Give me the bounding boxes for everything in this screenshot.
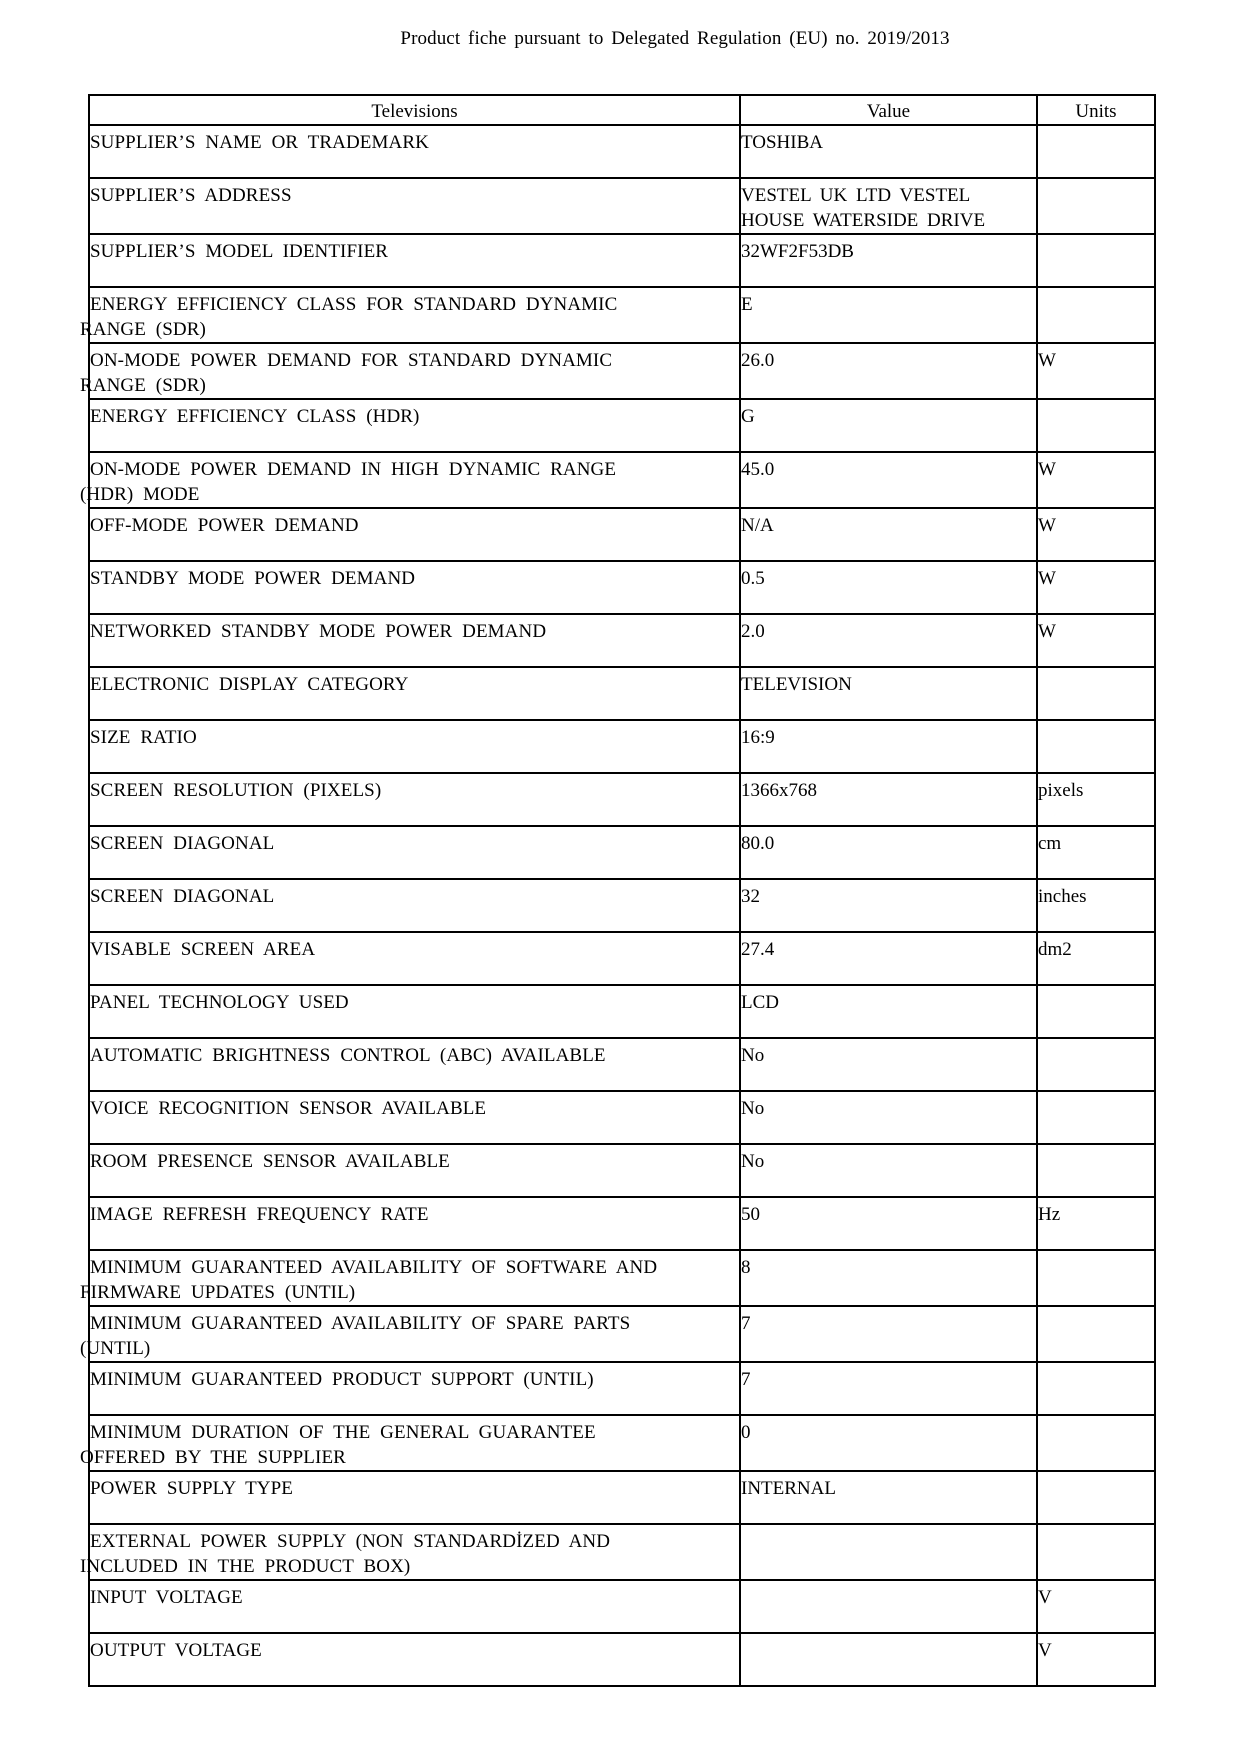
row-label [89,773,740,826]
row-label [89,1144,740,1197]
row-label-line2: FIRMWARE UPDATES (UNTIL) [80,1282,356,1303]
row-value [740,1524,1037,1580]
table-row [89,667,1155,720]
row-label [89,1633,740,1686]
row-label [89,1471,740,1524]
row-label-line1: ENERGY EFFICIENCY CLASS FOR STANDARD DYNAMIC [90,294,618,315]
table-row [89,561,1155,614]
row-unit [1037,178,1155,234]
table-row [89,614,1155,667]
row-unit [1037,1091,1155,1144]
row-label-line1: ENERGY EFFICIENCY CLASS (HDR) [90,406,420,427]
table-row [89,1580,1155,1633]
row-label [89,1362,740,1415]
table-row [89,1038,1155,1091]
row-label [89,1091,740,1144]
row-value: 0.5 [740,561,1037,614]
row-unit [1037,399,1155,452]
row-label-line1: MINIMUM DURATION OF THE GENERAL GUARANTEE [90,1422,596,1443]
row-label-line1: IMAGE REFRESH FREQUENCY RATE [90,1204,429,1225]
row-label-line1: VISABLE SCREEN AREA [90,939,316,960]
table-row [89,1362,1155,1415]
row-unit: inches [1037,879,1155,932]
row-value: No [740,1091,1037,1144]
row-label-line1: PANEL TECHNOLOGY USED [90,992,349,1013]
row-label [80,452,740,508]
row-value: 8 [740,1250,1037,1306]
row-unit [1037,1144,1155,1197]
row-label-line1: SCREEN RESOLUTION (PIXELS) [90,780,382,801]
row-label-line1: MINIMUM GUARANTEED PRODUCT SUPPORT (UNTIL) [90,1369,594,1390]
table-row [89,932,1155,985]
table-row [89,125,1155,178]
table-row [89,1197,1155,1250]
table-row [89,1250,1155,1306]
row-label-line1: ON-MODE POWER DEMAND IN HIGH DYNAMIC RANGE [90,459,617,480]
row-label [80,1415,740,1471]
table-row [89,1306,1155,1362]
row-value: VESTEL UK LTD VESTEL HOUSE WATERSIDE DRIVE [740,178,1037,234]
row-label-line2: INCLUDED IN THE PRODUCT BOX) [80,1556,411,1577]
row-unit: W [1037,614,1155,667]
row-label [80,1524,740,1580]
row-label-line1: MINIMUM GUARANTEED AVAILABILITY OF SPARE PARTS [90,1313,631,1334]
row-label-line2: (UNTIL) [80,1338,151,1359]
row-label-line1: NETWORKED STANDBY MODE POWER DEMAND [90,621,547,642]
row-label-line1: SIZE RATIO [90,727,197,748]
row-value [740,1580,1037,1633]
row-value: TOSHIBA [740,125,1037,178]
row-label [89,614,740,667]
row-label-line1: ON-MODE POWER DEMAND FOR STANDARD DYNAMIC [90,350,613,371]
row-value: G [740,399,1037,452]
row-value: 26.0 [740,343,1037,399]
row-label [89,125,740,178]
row-value: No [740,1144,1037,1197]
row-label [89,826,740,879]
table-row [89,1091,1155,1144]
header-value: Value [740,95,1037,125]
row-label-line1: EXTERNAL POWER SUPPLY (NON STANDARDİZED AND [90,1531,611,1552]
row-label [80,287,740,343]
table-row [89,508,1155,561]
row-value: TELEVISION [740,667,1037,720]
row-value [740,1633,1037,1686]
row-label [80,1306,740,1362]
row-unit: dm2 [1037,932,1155,985]
row-label-line1: SUPPLIER’S NAME OR TRADEMARK [90,132,429,153]
row-unit [1037,125,1155,178]
table-row [89,879,1155,932]
row-value: 32WF2F53DB [740,234,1037,287]
table-row [89,1633,1155,1686]
row-value: 7 [740,1306,1037,1362]
row-value: 45.0 [740,452,1037,508]
row-label-line1: STANDBY MODE POWER DEMAND [90,568,416,589]
row-unit [1037,234,1155,287]
row-unit: W [1037,561,1155,614]
row-label [89,1038,740,1091]
row-value: 32 [740,879,1037,932]
row-label-line1: POWER SUPPLY TYPE [90,1478,293,1499]
row-label [89,932,740,985]
row-unit [1037,1471,1155,1524]
document-title: Product fiche pursuant to Delegated Regulation (EU) no. 2019/2013 [400,28,950,49]
row-label [89,1580,740,1633]
row-label-line1: ELECTRONIC DISPLAY CATEGORY [90,674,409,695]
row-unit [1037,1250,1155,1306]
row-value: 50 [740,1197,1037,1250]
row-unit [1037,287,1155,343]
row-label-line1: SUPPLIER’S ADDRESS [90,185,292,206]
table-row [89,1471,1155,1524]
row-label-line1: OUTPUT VOLTAGE [90,1640,262,1661]
row-label [80,1250,740,1306]
row-unit: V [1037,1633,1155,1686]
row-value: 2.0 [740,614,1037,667]
row-label [89,178,740,234]
table-header-row [89,95,1155,125]
row-label [89,1197,740,1250]
row-value: No [740,1038,1037,1091]
row-unit [1037,667,1155,720]
row-unit [1037,1306,1155,1362]
row-unit [1037,1038,1155,1091]
row-label [89,667,740,720]
table-row [89,234,1155,287]
row-label-line1: SCREEN DIAGONAL [90,833,275,854]
row-value: 1366x768 [740,773,1037,826]
row-label-line1: VOICE RECOGNITION SENSOR AVAILABLE [90,1098,487,1119]
row-unit: W [1037,508,1155,561]
header-units: Units [1037,95,1155,125]
row-label-line2: (HDR) MODE [80,484,200,505]
row-value: 80.0 [740,826,1037,879]
table-row [89,826,1155,879]
row-value: 16:9 [740,720,1037,773]
row-label-line1: MINIMUM GUARANTEED AVAILABILITY OF SOFTWARE AND [90,1257,658,1278]
row-label-line2: RANGE (SDR) [80,319,206,340]
row-unit [1037,985,1155,1038]
row-value: LCD [740,985,1037,1038]
row-label [89,985,740,1038]
row-label [80,343,740,399]
table-row [89,178,1155,234]
table-row [89,1144,1155,1197]
row-unit: W [1037,343,1155,399]
row-label-line2: OFFERED BY THE SUPPLIER [80,1447,346,1468]
row-label-line1: INPUT VOLTAGE [90,1587,243,1608]
row-value: N/A [740,508,1037,561]
row-value: 27.4 [740,932,1037,985]
table-row [89,773,1155,826]
row-label-line1: AUTOMATIC BRIGHTNESS CONTROL (ABC) AVAILABLE [90,1045,606,1066]
row-value: E [740,287,1037,343]
table-row [89,343,1155,399]
row-label-line1: OFF-MODE POWER DEMAND [90,515,359,536]
row-label [89,234,740,287]
row-label-line2: RANGE (SDR) [80,375,206,396]
row-value: 7 [740,1362,1037,1415]
row-label [89,399,740,452]
table-row [89,720,1155,773]
row-label-line1: SCREEN DIAGONAL [90,886,275,907]
row-unit [1037,720,1155,773]
row-label-line1: SUPPLIER’S MODEL IDENTIFIER [90,241,389,262]
table-row [89,1415,1155,1471]
row-label [89,508,740,561]
row-label [89,561,740,614]
row-value: INTERNAL [740,1471,1037,1524]
table-row [89,399,1155,452]
product-fiche-table [80,94,1156,1687]
row-unit: Hz [1037,1197,1155,1250]
header-televisions: Televisions [89,95,740,125]
table-row [89,1524,1155,1580]
row-unit: cm [1037,826,1155,879]
row-unit [1037,1362,1155,1415]
row-value: 0 [740,1415,1037,1471]
row-label-line1: ROOM PRESENCE SENSOR AVAILABLE [90,1151,450,1172]
row-unit [1037,1524,1155,1580]
row-unit: V [1037,1580,1155,1633]
row-unit [1037,1415,1155,1471]
table-row [89,452,1155,508]
row-unit: W [1037,452,1155,508]
row-unit: pixels [1037,773,1155,826]
row-label [89,720,740,773]
table-row [89,985,1155,1038]
table-row [89,287,1155,343]
row-label [89,879,740,932]
